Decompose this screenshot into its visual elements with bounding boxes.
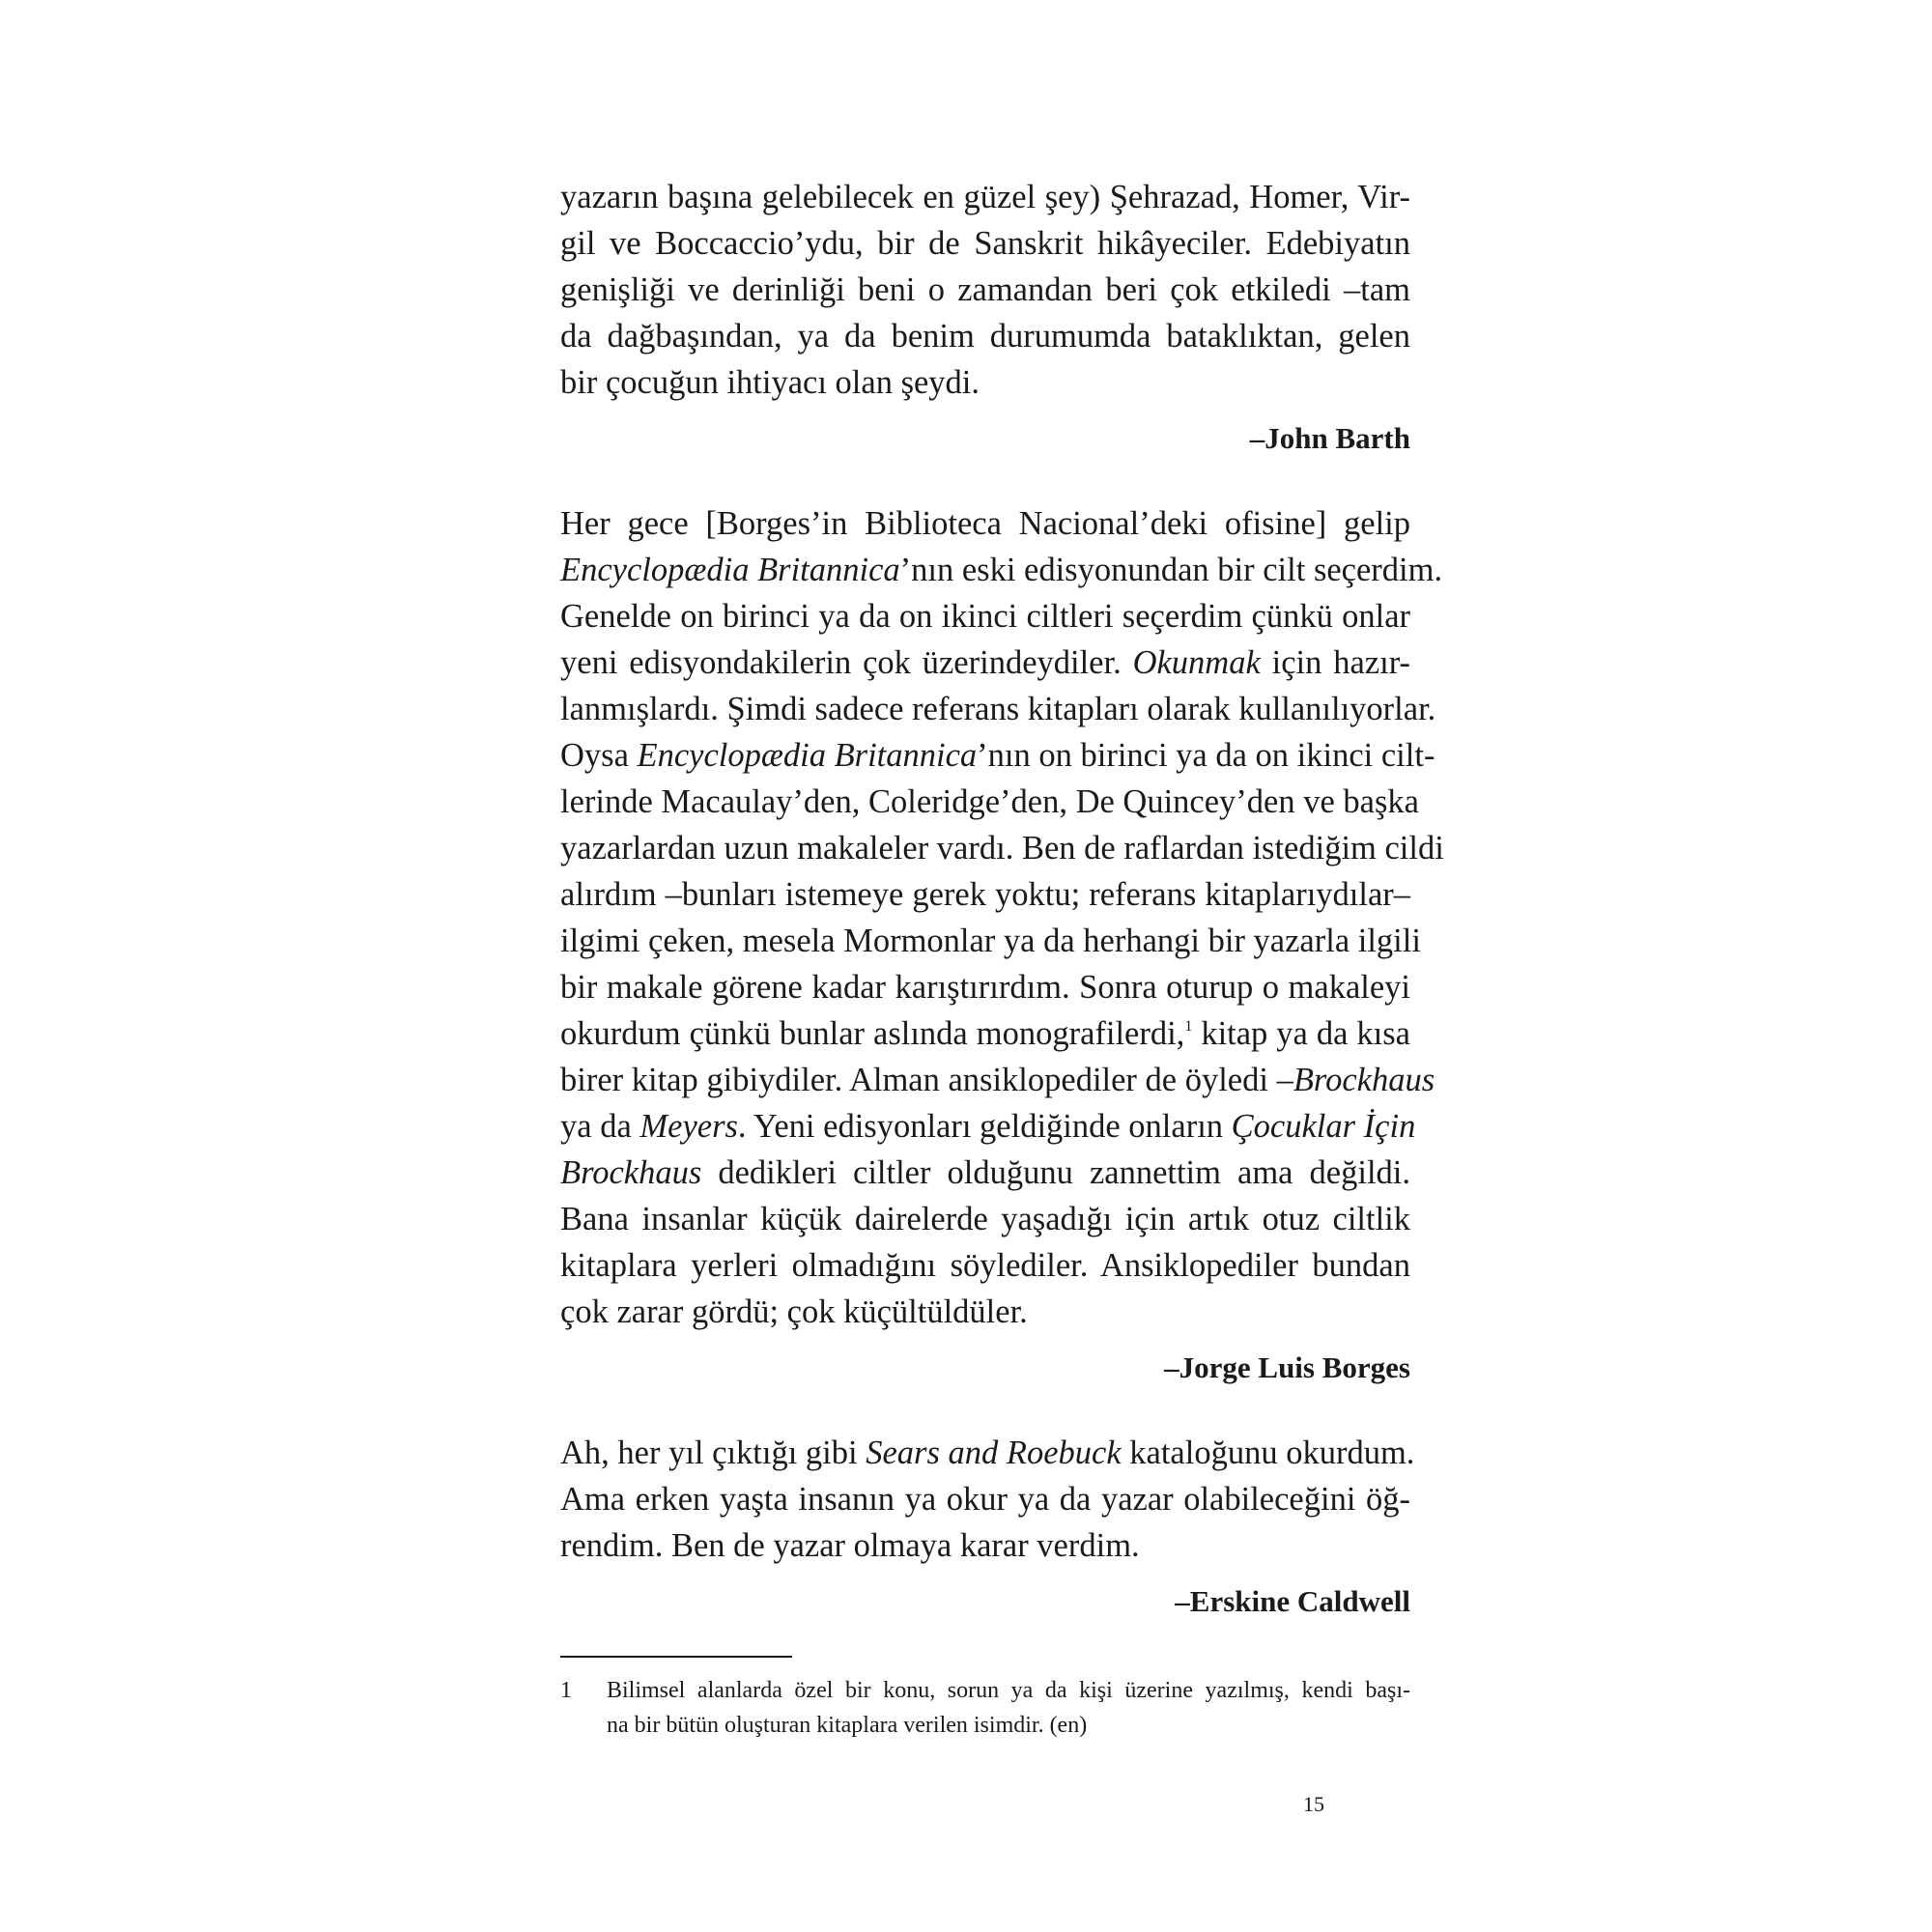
attribution-borges: –Jorge Luis Borges xyxy=(1164,1350,1410,1384)
text-line: Her gece [Borges’in Biblioteca Nacional’deki ofisine] gelip xyxy=(560,505,1410,542)
text-line: alırdım –bunları istemeye gerek yoktu; referans kitaplarıydılar– xyxy=(560,876,1410,913)
footnote-divider xyxy=(560,1656,792,1658)
text-line: Oysa Encyclopædia Britannica’nın on birinci ya da on ikinci cilt- xyxy=(560,737,1435,774)
text-line: Genelde on birinci ya da on ikinci ciltleri seçerdim çünkü onlar xyxy=(560,598,1410,635)
text-line: Brockhaus dedikleri ciltler olduğunu zannettim ama değildi. xyxy=(560,1154,1410,1191)
attribution-caldwell: –Erskine Caldwell xyxy=(1175,1584,1410,1618)
footnote-number: 1 xyxy=(560,1678,572,1703)
text-line: bir çocuğun ihtiyacı olan şeydi. xyxy=(560,364,980,401)
footnote-line: na bir bütün oluşturan kitaplara verilen isimdir. (en) xyxy=(607,1713,1088,1738)
footnote xyxy=(560,1673,1410,1743)
text-line: okurdum çünkü bunlar aslında monografilerdi,$^1$ kitap ya da kısa xyxy=(560,1015,1410,1052)
footnote-line: Bilimsel alanlarda özel bir konu, sorun ya da kişi üzerine yazılmış, kendi başı- xyxy=(607,1678,1410,1703)
text-line: çok zarar gördü; çok küçültüldüler. xyxy=(560,1293,1028,1330)
italic-title: Encyclopædia Britannica xyxy=(560,552,900,588)
text-line: da dağbaşından, ya da benim durumumda bataklıktan, gelen xyxy=(560,318,1410,355)
text-line: Encyclopædia Britannica’nın eski edisyonundan bir cilt seçerdim. xyxy=(560,552,1443,588)
text-line: Ah, her yıl çıktığı gibi Sears and Roebuck kataloğunu okurdum. xyxy=(560,1435,1415,1471)
quote-borges xyxy=(560,500,1444,1335)
text-line: Bana insanlar küçük dairelerde yaşadığı için artık otuz ciltlik xyxy=(560,1201,1410,1237)
quote-caldwell xyxy=(560,1430,1415,1569)
text-line: genişliği ve derinliği beni o zamandan beri çok etkiledi –tam xyxy=(560,271,1410,308)
text-line: rendim. Ben de yazar olmaya karar verdim. xyxy=(560,1527,1140,1564)
italic-title: Sears and Roebuck xyxy=(866,1435,1122,1471)
footnote-text xyxy=(607,1673,1410,1743)
text-line: birer kitap gibiydiler. Alman ansiklopediler de öyledi –Brockhaus xyxy=(560,1062,1435,1098)
italic-title: Meyers xyxy=(639,1108,738,1145)
text-line: bir makale görene kadar karıştırırdım. Sonra oturup o makaleyi xyxy=(560,969,1410,1006)
italic-emphasis: Okunmak xyxy=(1132,644,1261,681)
attribution-barth: –John Barth xyxy=(1249,421,1410,455)
text-line: yazarlardan uzun makaleler vardı. Ben de raflardan istediğim cildi xyxy=(560,830,1444,867)
text-line: lerinde Macaulay’den, Coleridge’den, De Quincey’den ve başka xyxy=(560,783,1419,820)
page-number: 15 xyxy=(1303,1792,1324,1816)
footnote-marker: 1 xyxy=(1184,1018,1193,1035)
text-line: ilgimi çeken, mesela Mormonlar ya da herhangi bir yazarla ilgili xyxy=(560,923,1421,959)
text-line: ya da Meyers. Yeni edisyonları geldiğinde onların Çocuklar İçin xyxy=(560,1108,1416,1145)
text-line: Ama erken yaşta insanın ya okur ya da yazar olabileceğini öğ- xyxy=(560,1481,1410,1518)
quote-barth xyxy=(560,174,1410,406)
italic-title: Brockhaus xyxy=(560,1154,702,1191)
text-line: lanmışlardı. Şimdi sadece referans kitapları olarak kullanılıyorlar. xyxy=(560,691,1436,727)
italic-title: Encyclopædia Britannica xyxy=(637,737,978,774)
text-line: gil ve Boccaccio’ydu, bir de Sanskrit hikâyeciler. Edebiyatın xyxy=(560,225,1410,262)
page-body xyxy=(560,174,1444,1743)
text-line: yazarın başına gelebilecek en güzel şey) Şehrazad, Homer, Vir- xyxy=(560,179,1410,215)
italic-title: Çocuklar İçin xyxy=(1231,1108,1416,1145)
text-line: yeni edisyondakilerin çok üzerindeydiler. Okunmak için hazır- xyxy=(560,644,1410,681)
italic-title: Brockhaus xyxy=(1293,1062,1435,1098)
text-line: kitaplara yerleri olmadığını söylediler. Ansiklopediler bundan xyxy=(560,1247,1410,1284)
